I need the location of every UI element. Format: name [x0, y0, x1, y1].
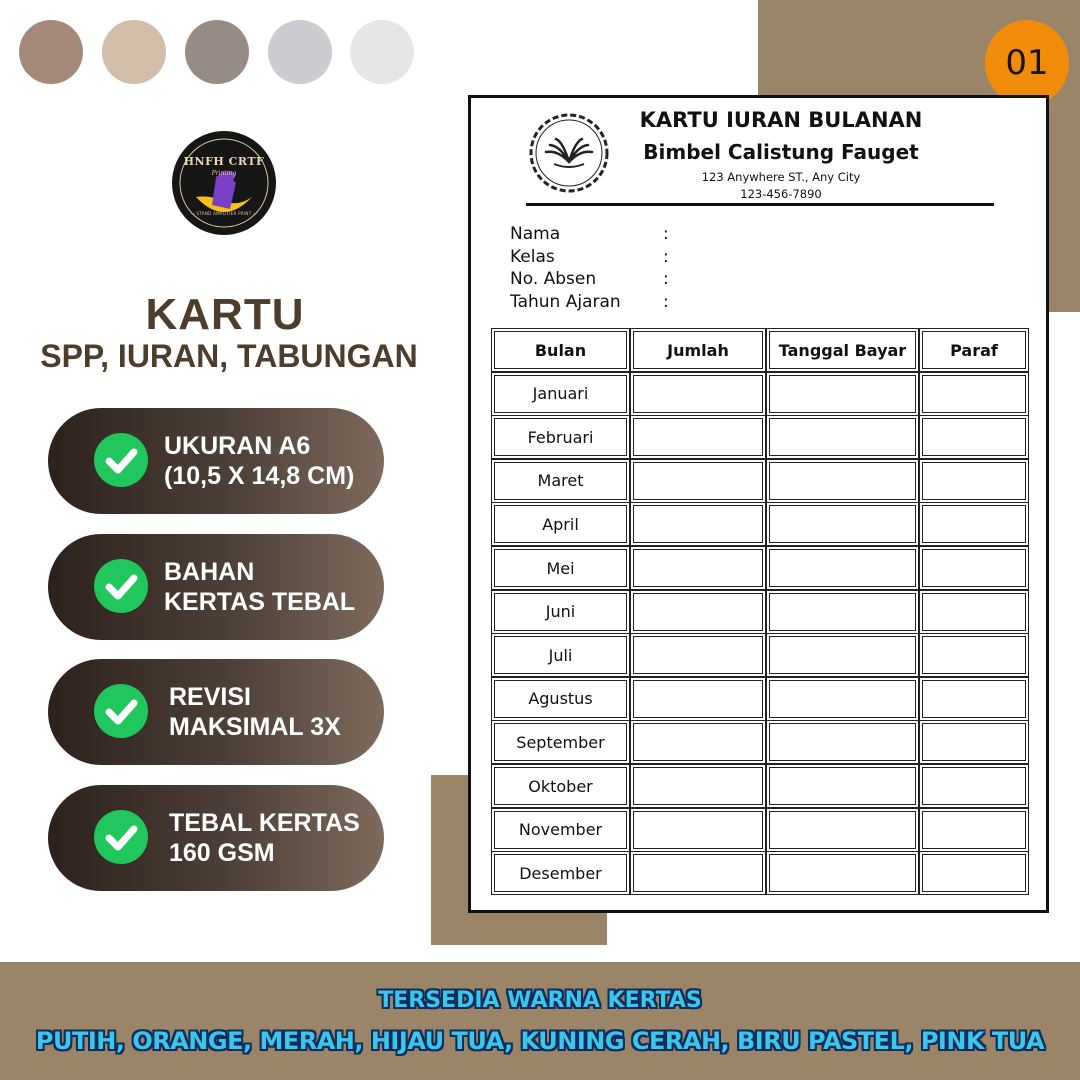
color-swatch-3 [185, 20, 249, 84]
table-empty-cell [769, 767, 916, 805]
table-empty-cell [633, 505, 763, 543]
table-month-cell: Februari [494, 418, 627, 456]
logo-ring-text: — STAND AMPLIFIER PRINT — [190, 211, 258, 216]
card-phone: 123-456-7890 [740, 187, 822, 201]
footer-heading: TERSEDIA WARNA KERTAS [378, 988, 702, 1013]
feature-line-2: 160 GSM [169, 839, 275, 867]
page-title: KARTU [145, 290, 305, 339]
payment-card-mockup [468, 95, 1049, 913]
logo-emblem-icon [172, 131, 276, 235]
table-empty-cell [922, 723, 1026, 761]
number-badge: 01 [985, 20, 1069, 106]
logo-tagline: Printing [211, 170, 237, 177]
table-empty-cell [922, 811, 1026, 849]
table-empty-cell [633, 723, 763, 761]
table-empty-cell [769, 854, 916, 892]
table-empty-cell [922, 418, 1026, 456]
color-swatch-4 [268, 20, 332, 84]
table-month-cell: November [494, 811, 627, 849]
table-empty-cell [769, 549, 916, 587]
color-swatch-1 [19, 20, 83, 84]
table-empty-cell [769, 375, 916, 413]
page-subtitle: SPP, IURAN, TABUNGAN [40, 338, 418, 374]
table-header-cell: Paraf [922, 331, 1026, 369]
field-label-class: Kelas [510, 247, 555, 267]
table-empty-cell [922, 854, 1026, 892]
check-icon [94, 433, 148, 487]
table-empty-cell [633, 375, 763, 413]
table-month-cell: Maret [494, 462, 627, 500]
table-empty-cell [633, 593, 763, 631]
table-empty-cell [633, 418, 763, 456]
feature-pill-material [48, 534, 384, 640]
feature-pill-thickness [48, 785, 384, 891]
table-month-cell: Juni [494, 593, 627, 631]
check-icon [94, 684, 148, 738]
table-month-cell: April [494, 505, 627, 543]
table-empty-cell [633, 854, 763, 892]
color-swatch-5 [350, 20, 414, 84]
table-month-cell: Agustus [494, 680, 627, 718]
logo-name: HNFH CRTF [183, 155, 265, 168]
feature-line-2: MAKSIMAL 3X [169, 713, 341, 741]
table-empty-cell [633, 636, 763, 674]
table-header-cell: Jumlah [633, 331, 763, 369]
feature-line-2: (10,5 X 14,8 CM) [164, 462, 355, 490]
table-empty-cell [633, 680, 763, 718]
book-wings-icon [528, 112, 610, 194]
table-empty-cell [922, 593, 1026, 631]
table-empty-cell [769, 723, 916, 761]
table-empty-cell [922, 680, 1026, 718]
table-empty-cell [769, 462, 916, 500]
card-address: 123 Anywhere ST., Any City [701, 170, 861, 184]
check-icon [94, 810, 148, 864]
feature-line-1: REVISI [169, 683, 251, 711]
table-empty-cell [769, 505, 916, 543]
table-month-cell: Januari [494, 375, 627, 413]
table-empty-cell [769, 593, 916, 631]
feature-line-1: TEBAL KERTAS [169, 809, 360, 837]
field-colon: : [663, 292, 669, 312]
feature-line-2: KERTAS TEBAL [164, 588, 356, 616]
table-month-cell: Mei [494, 549, 627, 587]
table-empty-cell [769, 811, 916, 849]
table-empty-cell [922, 505, 1026, 543]
table-month-cell: Desember [494, 854, 627, 892]
table-empty-cell [922, 767, 1026, 805]
feature-pill-revision [48, 659, 384, 765]
table-empty-cell [922, 462, 1026, 500]
table-header-cell: Bulan [494, 331, 627, 369]
field-colon: : [663, 269, 669, 289]
table-header-cell: Tanggal Bayar [769, 331, 916, 369]
feature-line-1: BAHAN [164, 558, 255, 586]
field-colon: : [663, 224, 669, 244]
feature-pill-size [48, 408, 384, 514]
footer-colors: PUTIH, ORANGE, MERAH, HIJAU TUA, KUNING CERAH, BIRU PASTEL, PINK TUA [35, 1027, 1045, 1055]
card-subtitle: Bimbel Calistung Fauget [643, 140, 919, 164]
field-label-year: Tahun Ajaran [510, 292, 621, 312]
feature-line-1: UKURAN A6 [164, 432, 311, 460]
table-empty-cell [633, 549, 763, 587]
check-icon [94, 559, 148, 613]
table-month-cell: September [494, 723, 627, 761]
table-month-cell: Juli [494, 636, 627, 674]
table-empty-cell [769, 680, 916, 718]
table-empty-cell [633, 767, 763, 805]
table-empty-cell [922, 549, 1026, 587]
brand-logo [172, 131, 276, 235]
table-empty-cell [922, 375, 1026, 413]
footer-band [0, 962, 1080, 1080]
table-month-cell: Oktober [494, 767, 627, 805]
field-label-name: Nama [510, 224, 561, 244]
color-swatch-2 [102, 20, 166, 84]
table-empty-cell [769, 418, 916, 456]
table-empty-cell [633, 811, 763, 849]
field-colon: : [663, 247, 669, 267]
table-empty-cell [922, 636, 1026, 674]
table-empty-cell [633, 462, 763, 500]
card-title: KARTU IURAN BULANAN [639, 108, 923, 132]
field-label-absen: No. Absen [510, 269, 597, 289]
table-empty-cell [769, 636, 916, 674]
card-divider [526, 203, 994, 206]
